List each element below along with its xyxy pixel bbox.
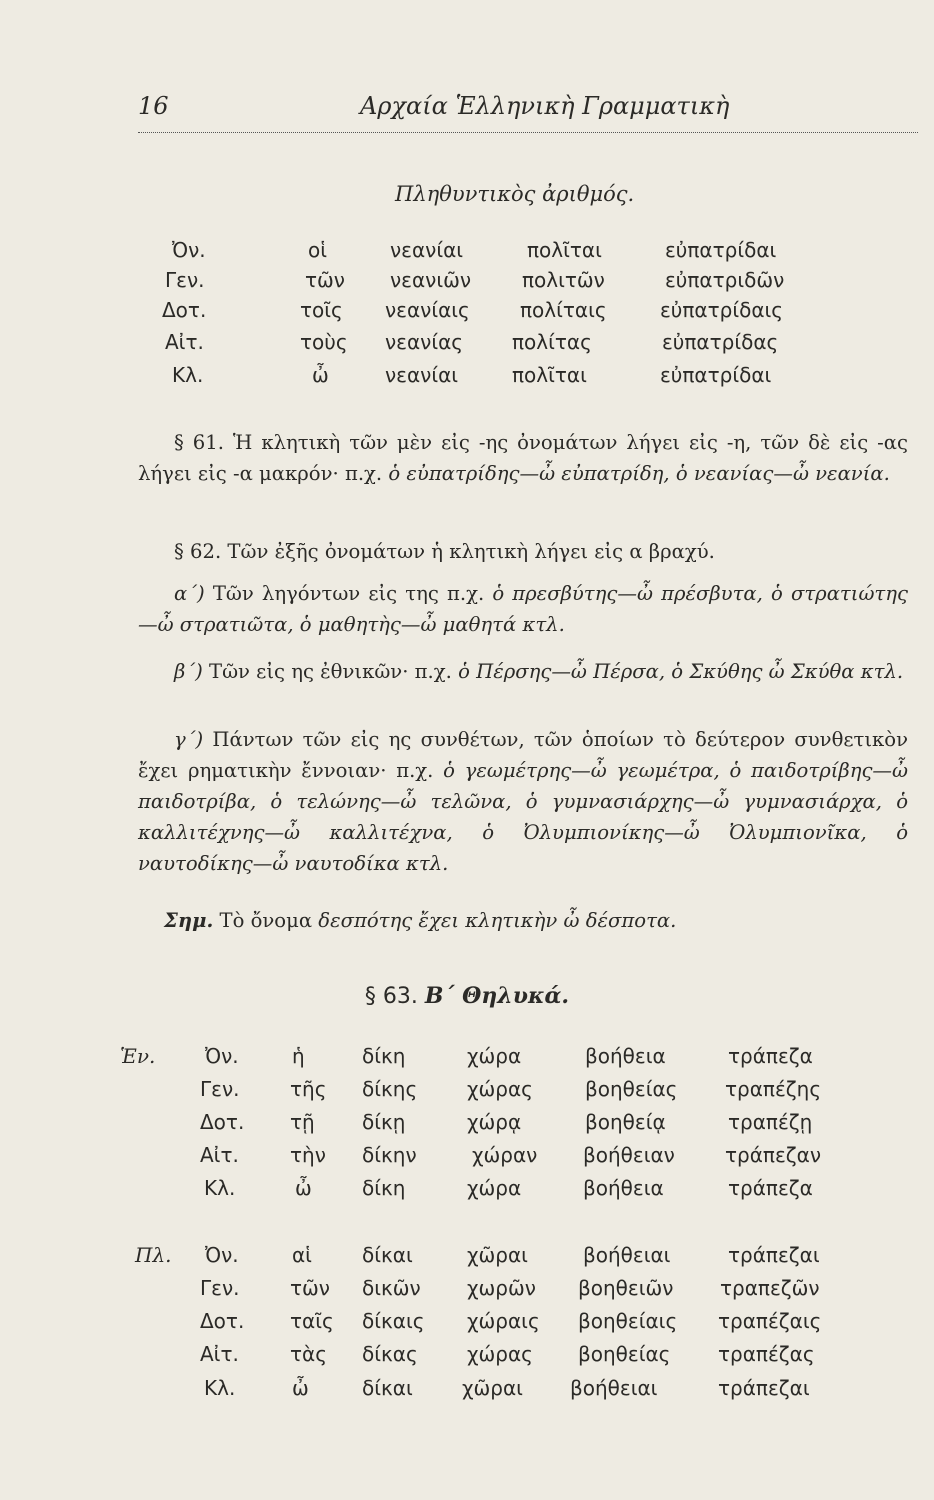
article-form: τοῖς [300, 298, 343, 322]
noun-form: νεανίαις [385, 298, 470, 322]
article-form: τῆς [290, 1077, 327, 1101]
noun-form: βοηθειῶν [578, 1276, 674, 1300]
page-number: 16 [138, 92, 169, 120]
case-label: Κλ. [204, 1376, 236, 1400]
noun-form: εὐπατρίδαι [665, 238, 777, 262]
article-form: τοὺς [300, 330, 348, 354]
noun-form: εὐπατριδῶν [665, 268, 785, 292]
section-mark: § 63. [364, 984, 418, 1009]
noun-form: χώρα [467, 1176, 522, 1200]
plural-label: Πλ. [135, 1243, 172, 1267]
noun-form: πολῖται [527, 238, 602, 262]
plural-caption: Πληθυντικὸς ἀριθμός. [395, 182, 635, 206]
noun-form: τράπεζα [728, 1044, 813, 1068]
paragraph-62 [138, 536, 908, 567]
noun-form: βοήθειαν [583, 1143, 675, 1167]
noun-form: δίκη [362, 1044, 406, 1068]
noun-form: εὐπατρίδαις [660, 298, 784, 322]
case-label: Αἰτ. [165, 330, 204, 354]
noun-form: τράπεζαι [718, 1376, 810, 1400]
article-form: ἡ [292, 1044, 305, 1068]
noun-form: τραπεζῶν [720, 1276, 820, 1300]
item-label: γ΄) [174, 728, 213, 751]
running-title: Αρχαία Ἑλληνικὴ Γραμματικὴ [360, 92, 730, 120]
noun-form: βοηθείαις [578, 1309, 678, 1333]
noun-form: χώραις [467, 1309, 540, 1333]
case-label: Ὀν. [205, 1243, 239, 1267]
noun-form: βοήθειαι [570, 1376, 658, 1400]
noun-form: βοηθείᾳ [585, 1110, 666, 1134]
article-form: τὰς [290, 1342, 327, 1366]
article-form: τῇ [290, 1110, 315, 1134]
noun-form: νεανίας [385, 330, 464, 354]
paragraph-text: Τῶν ληγόντων εἰς της π.χ. [212, 582, 493, 605]
noun-form: βοήθεια [583, 1176, 664, 1200]
case-label: Αἰτ. [200, 1342, 239, 1366]
noun-form: χώρας [467, 1342, 533, 1366]
noun-form: δίκης [362, 1077, 418, 1101]
section-63-heading [0, 983, 934, 1009]
case-label: Γεν. [165, 268, 205, 292]
case-label: Αἰτ. [200, 1143, 239, 1167]
case-label: Γεν. [200, 1276, 240, 1300]
item-label: β΄) [174, 660, 209, 683]
article-form: τῶν [305, 268, 345, 292]
noun-form: χώρα [467, 1044, 522, 1068]
noun-form: τράπεζα [728, 1176, 813, 1200]
noun-form: χώρας [467, 1077, 533, 1101]
paragraph-text: Τῶν ἐξῆς ὀνομάτων ἡ κλητικὴ λήγει εἰς α βραχύ. [221, 540, 715, 563]
noun-form: εὐπατρίδας [662, 330, 779, 354]
item-label: α΄) [174, 582, 213, 605]
noun-form: πολιτῶν [522, 268, 605, 292]
noun-form: χῶραι [462, 1376, 523, 1400]
noun-form: βοήθεια [585, 1044, 666, 1068]
noun-form: δίκαι [362, 1376, 413, 1400]
article-form: ταῖς [290, 1309, 334, 1333]
singular-label: Ἑν. [120, 1044, 156, 1068]
noun-form: νεανιῶν [390, 268, 472, 292]
note-label: Σημ. [164, 909, 214, 932]
paragraph-example: ὁ γεωμέτρης—ὦ γεωμέτρα, ὁ παιδοτρίβης—ὦ παιδοτρίβα, ὁ τελώνης—ὦ τελῶνα, ὁ γυμνασιάρχης—ὦ γυμνασιάρχα, ὁ καλλιτέχνης—ὦ καλλιτέχνα, ὁ Ὀλυμπιονίκης—ὦ Ὀλυμπιονῖκα, ὁ ναυτοδίκης—ὦ ναυτοδίκα κτλ. [138, 759, 909, 875]
paragraph-example: ὁ εὐπατρίδης—ὦ εὐπατρίδη, ὁ νεανίας—ὦ νεανία. [388, 462, 890, 485]
case-label: Κλ. [172, 363, 204, 387]
section-mark: § 62. [174, 540, 222, 563]
case-label: Κλ. [204, 1176, 236, 1200]
paragraph-text: Τὸ ὄνομα [213, 909, 319, 932]
paragraph-text: Τῶν εἰς ης ἐθνικῶν· π.χ. [209, 660, 459, 683]
noun-form: τραπέζαις [718, 1309, 822, 1333]
noun-form: νεανίαι [385, 363, 459, 387]
noun-form: βοηθείας [578, 1342, 671, 1366]
noun-form: τραπέζας [718, 1342, 815, 1366]
article-form: ὦ [312, 363, 329, 387]
noun-form: βοήθειαι [583, 1243, 671, 1267]
noun-form: τράπεζαι [728, 1243, 820, 1267]
noun-form: βοηθείας [585, 1077, 678, 1101]
paragraph-example: δεσπότης ἔχει κλητικὴν ὦ δέσποτα. [318, 909, 677, 932]
paragraph-62c [138, 724, 908, 879]
noun-form: χωρῶν [467, 1276, 536, 1300]
noun-form: δικῶν [362, 1276, 421, 1300]
case-label: Δοτ. [162, 298, 207, 322]
noun-form: τραπέζης [725, 1077, 822, 1101]
paragraph-text: Ἡ κλητικὴ τῶν μὲν εἰς -ης ὀνομάτων λήγει εἰς -η, τῶν δὲ εἰς -ας λήγει εἰς -α μακρόν· π.χ. [138, 431, 908, 485]
noun-form: νεανίαι [390, 238, 464, 262]
paragraph-text: Πάντων τῶν εἰς ης συνθέτων, τῶν ὁποίων τὸ δεύτερον συνθετικὸν ἔχει ρηματικὴν ἔννοιαν· π.χ. [138, 728, 908, 782]
article-form: τῶν [290, 1276, 330, 1300]
section-title: Β΄ Θηλυκά. [424, 983, 570, 1009]
section-mark: § 61. [174, 431, 224, 454]
noun-form: δίκαι [362, 1243, 413, 1267]
case-label: Ὀν. [205, 1044, 239, 1068]
case-label: Δοτ. [200, 1309, 245, 1333]
paragraph-61 [138, 427, 908, 489]
noun-form: δίκην [362, 1143, 417, 1167]
paragraph-62a [138, 578, 908, 640]
noun-form: χῶραι [467, 1243, 528, 1267]
case-label: Γεν. [200, 1077, 240, 1101]
noun-form: χώρᾳ [467, 1110, 522, 1134]
article-form: αἱ [292, 1243, 312, 1267]
noun-form: πολίταις [520, 298, 607, 322]
noun-form: δίκη [362, 1176, 406, 1200]
noun-form: δίκας [362, 1342, 418, 1366]
paragraph-62b [138, 656, 908, 687]
noun-form: πολῖται [512, 363, 587, 387]
article-form: ὦ [292, 1376, 309, 1400]
noun-form: δίκῃ [362, 1110, 406, 1134]
article-form: ὦ [295, 1176, 312, 1200]
case-label: Ὀν. [172, 238, 206, 262]
noun-form: δίκαις [362, 1309, 425, 1333]
noun-form: πολίτας [512, 330, 592, 354]
noun-form: τραπέζῃ [728, 1110, 813, 1134]
noun-form: τράπεζαν [725, 1143, 822, 1167]
paragraph-example: ὁ Πέρσης—ὦ Πέρσα, ὁ Σκύθης ὦ Σκύθα κτλ. [458, 660, 904, 683]
noun-form: εὐπατρίδαι [660, 363, 772, 387]
noun-form: χώραν [472, 1143, 538, 1167]
paragraph-example: ὁ πρεσβύτης—ὦ πρέσβυτα, ὁ στρατιώτης—ὦ στρατιῶτα, ὁ μαθητὴς—ὦ μαθητά κτλ. [138, 582, 908, 636]
running-header [138, 92, 918, 133]
note-paragraph [138, 905, 908, 936]
article-form: οἱ [308, 238, 328, 262]
article-form: τὴν [290, 1143, 326, 1167]
case-label: Δοτ. [200, 1110, 245, 1134]
